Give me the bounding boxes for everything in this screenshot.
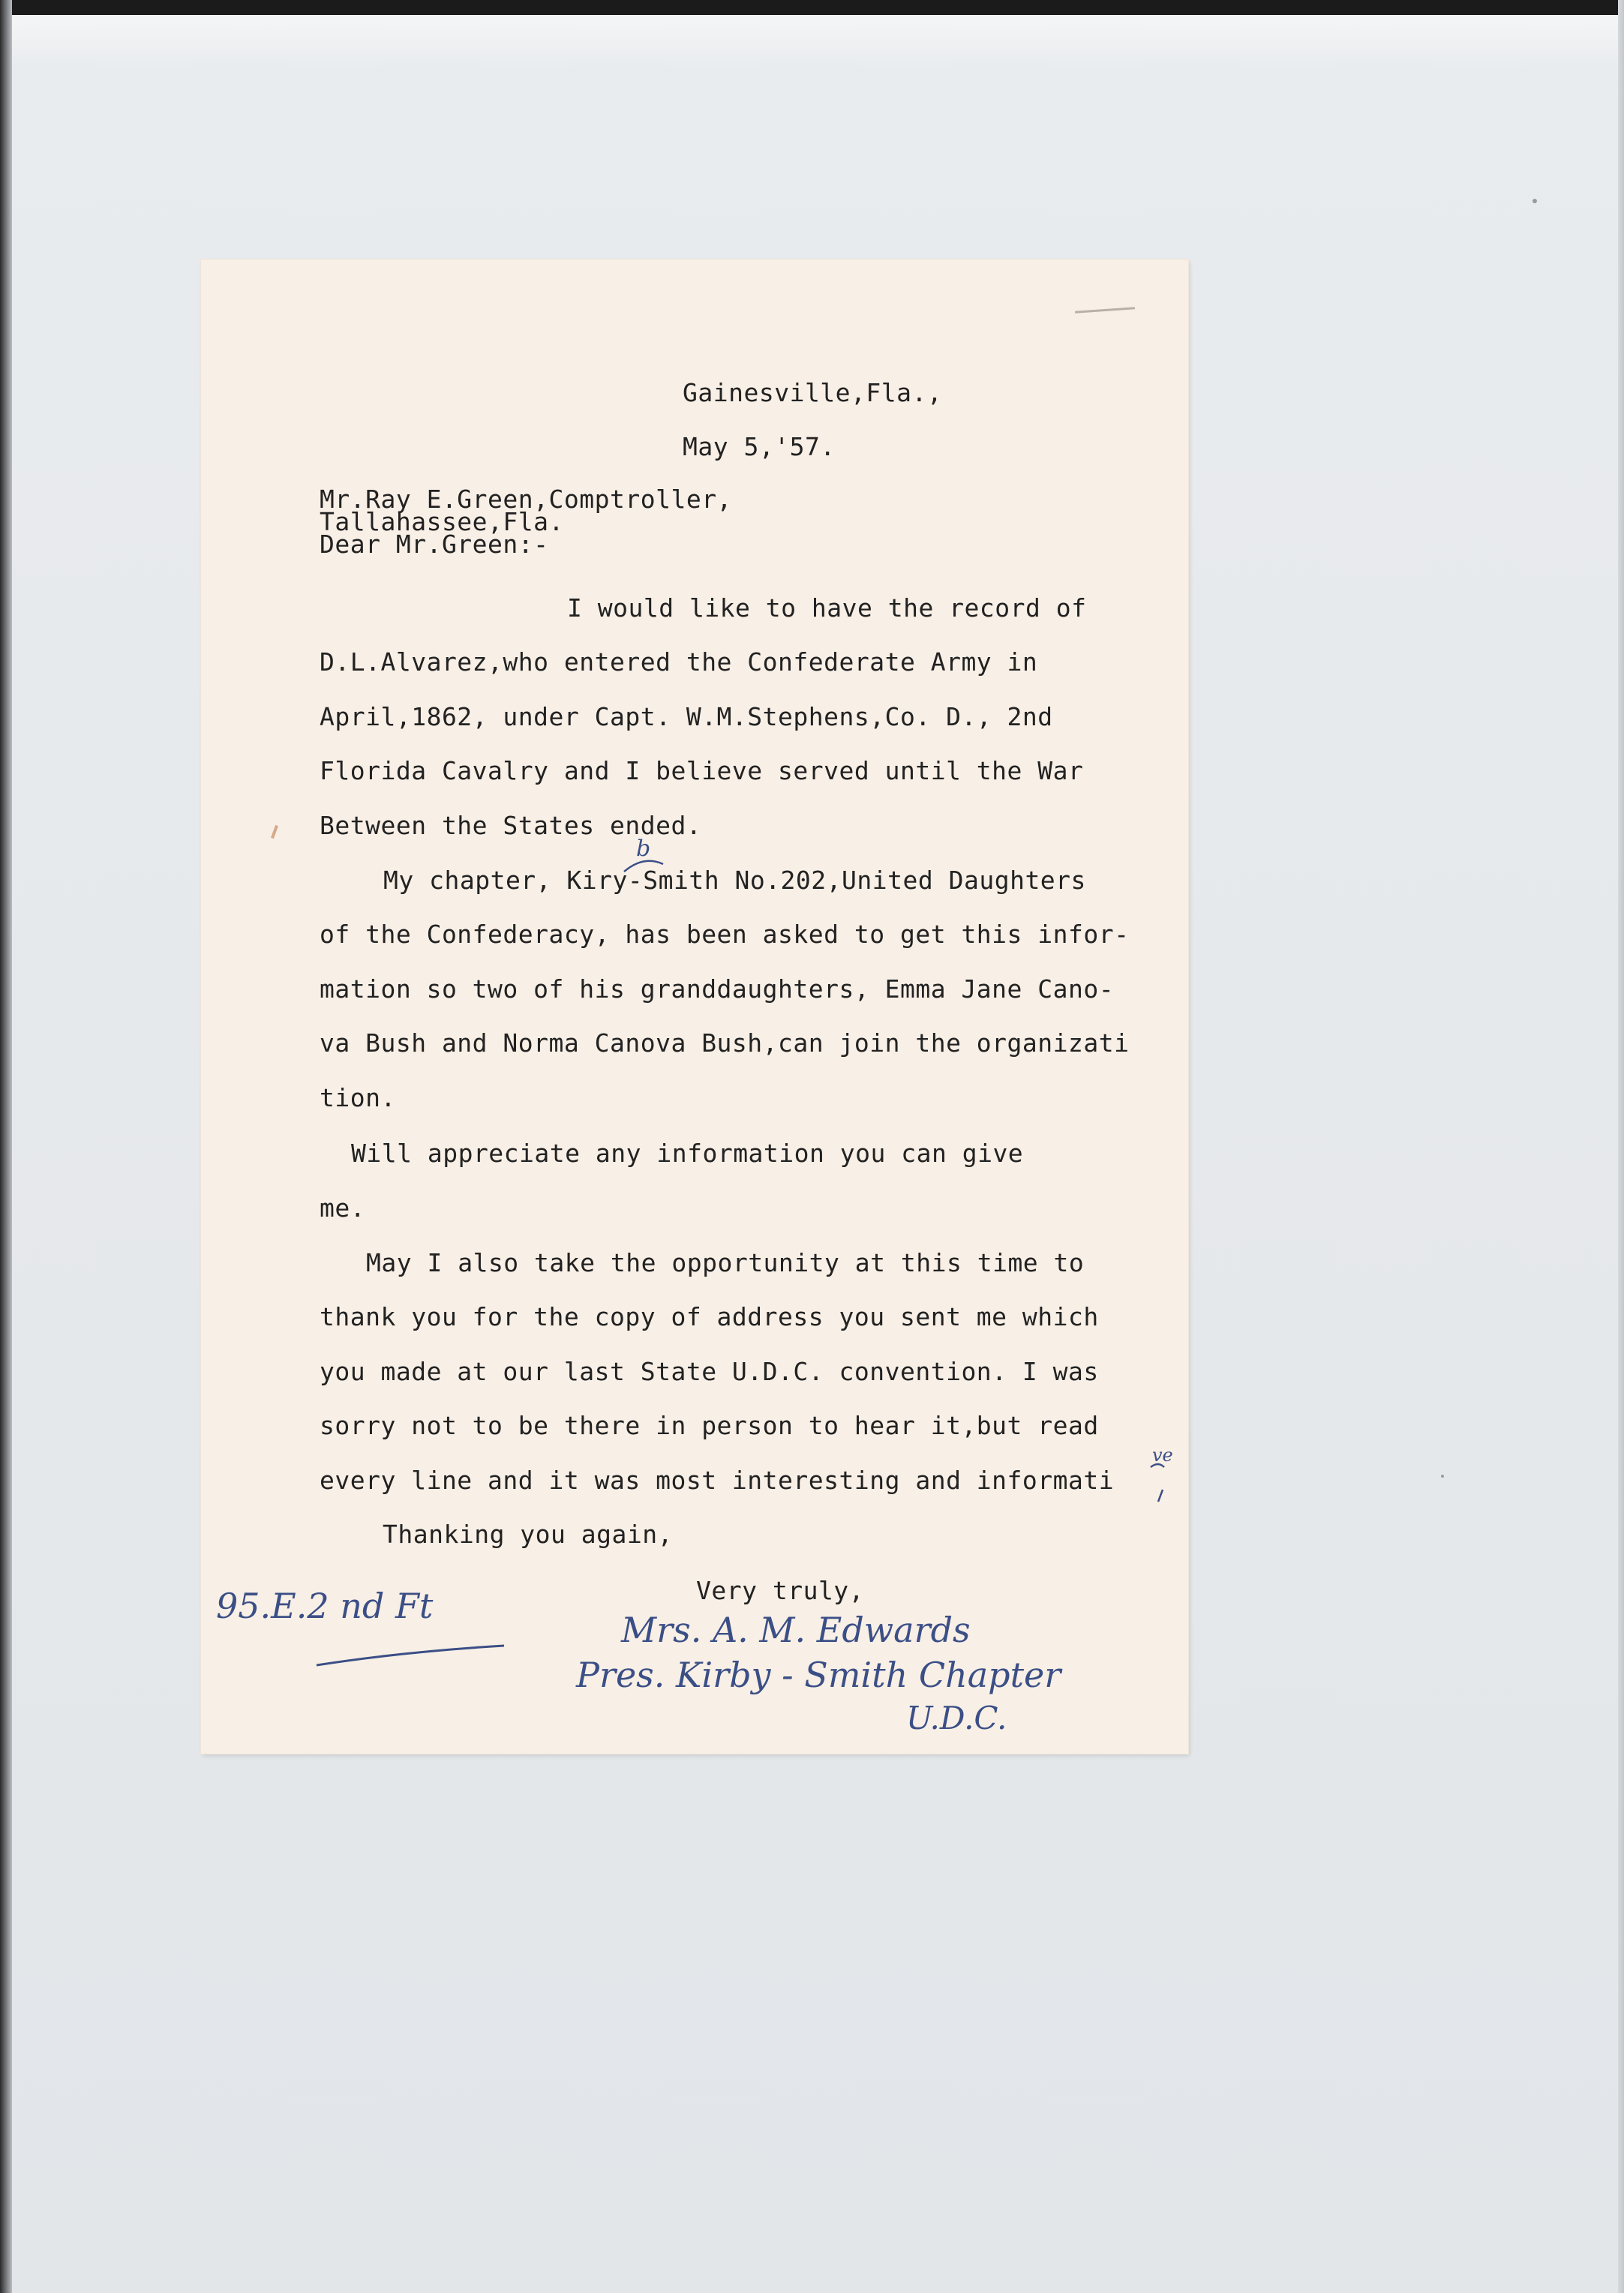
- letter-date: May 5,'57.: [683, 432, 836, 461]
- signature-org: U.D.C.: [906, 1700, 1007, 1736]
- scanner-top-band: [12, 15, 1618, 68]
- paper-mark: [271, 825, 278, 839]
- body-line: My chapter, Kiry-Smith No.202,United Daughters: [383, 866, 1086, 895]
- scanner-right-edge: [1618, 0, 1624, 2293]
- recipient-name: Mr.Ray E.Green,Comptroller,: [320, 485, 732, 514]
- body-line: Will appreciate any information you can give: [351, 1139, 1024, 1168]
- correction-mark: [1148, 1460, 1178, 1505]
- handwritten-file-note: 95.E.2 nd Ft: [216, 1586, 434, 1626]
- salutation: Dear Mr.Green:-: [320, 530, 549, 559]
- file-note-underline: [314, 1640, 509, 1670]
- body-line: Between the States ended.: [320, 811, 702, 840]
- body-line: thank you for the copy of address you sent me which: [320, 1302, 1099, 1331]
- body-line: Thanking you again,: [383, 1520, 673, 1549]
- scanner-left-edge: [0, 0, 12, 2293]
- body-line: May I also take the opportunity at this time to: [366, 1248, 1085, 1277]
- scanner-top-edge: [0, 0, 1624, 15]
- body-line: va Bush and Norma Canova Bush,can join the organizati: [320, 1028, 1130, 1058]
- signature-title: Pres. Kirby - Smith Chapter: [576, 1655, 1061, 1695]
- body-line: Florida Cavalry and I believe served until the War: [320, 756, 1084, 785]
- body-line: every line and it was most interesting and informati: [320, 1466, 1115, 1495]
- body-line: I would like to have the record of: [567, 593, 1087, 623]
- recipient-city: Tallahassee,Fla.: [320, 507, 564, 536]
- body-line: April,1862, under Capt. W.M.Stephens,Co. D., 2nd: [320, 702, 1053, 731]
- letter-sheet: [201, 260, 1188, 1754]
- letter-place: Gainesville,Fla.,: [683, 378, 943, 407]
- body-line: tion.: [320, 1083, 396, 1112]
- handwritten-correction-ve: ve: [1152, 1445, 1173, 1466]
- dust-speck: [1532, 199, 1537, 203]
- body-line: D.L.Alvarez,who entered the Confederate Army in: [320, 647, 1038, 677]
- body-line: mation so two of his granddaughters, Emma Jane Cano-: [320, 974, 1115, 1004]
- dust-speck: [1441, 1475, 1444, 1478]
- paper-mark: [1075, 307, 1135, 314]
- body-line: sorry not to be there in person to hear it,but read: [320, 1411, 1099, 1440]
- signature-name: Mrs. A. M. Edwards: [621, 1610, 971, 1650]
- handwritten-correction-b: b: [636, 836, 651, 862]
- body-line: you made at our last State U.D.C. convention. I was: [320, 1357, 1099, 1386]
- body-line: me.: [320, 1193, 366, 1223]
- closing: Very truly,: [696, 1576, 865, 1605]
- correction-caret: [621, 852, 666, 875]
- body-line: of the Confederacy, has been asked to get this infor-: [320, 920, 1130, 949]
